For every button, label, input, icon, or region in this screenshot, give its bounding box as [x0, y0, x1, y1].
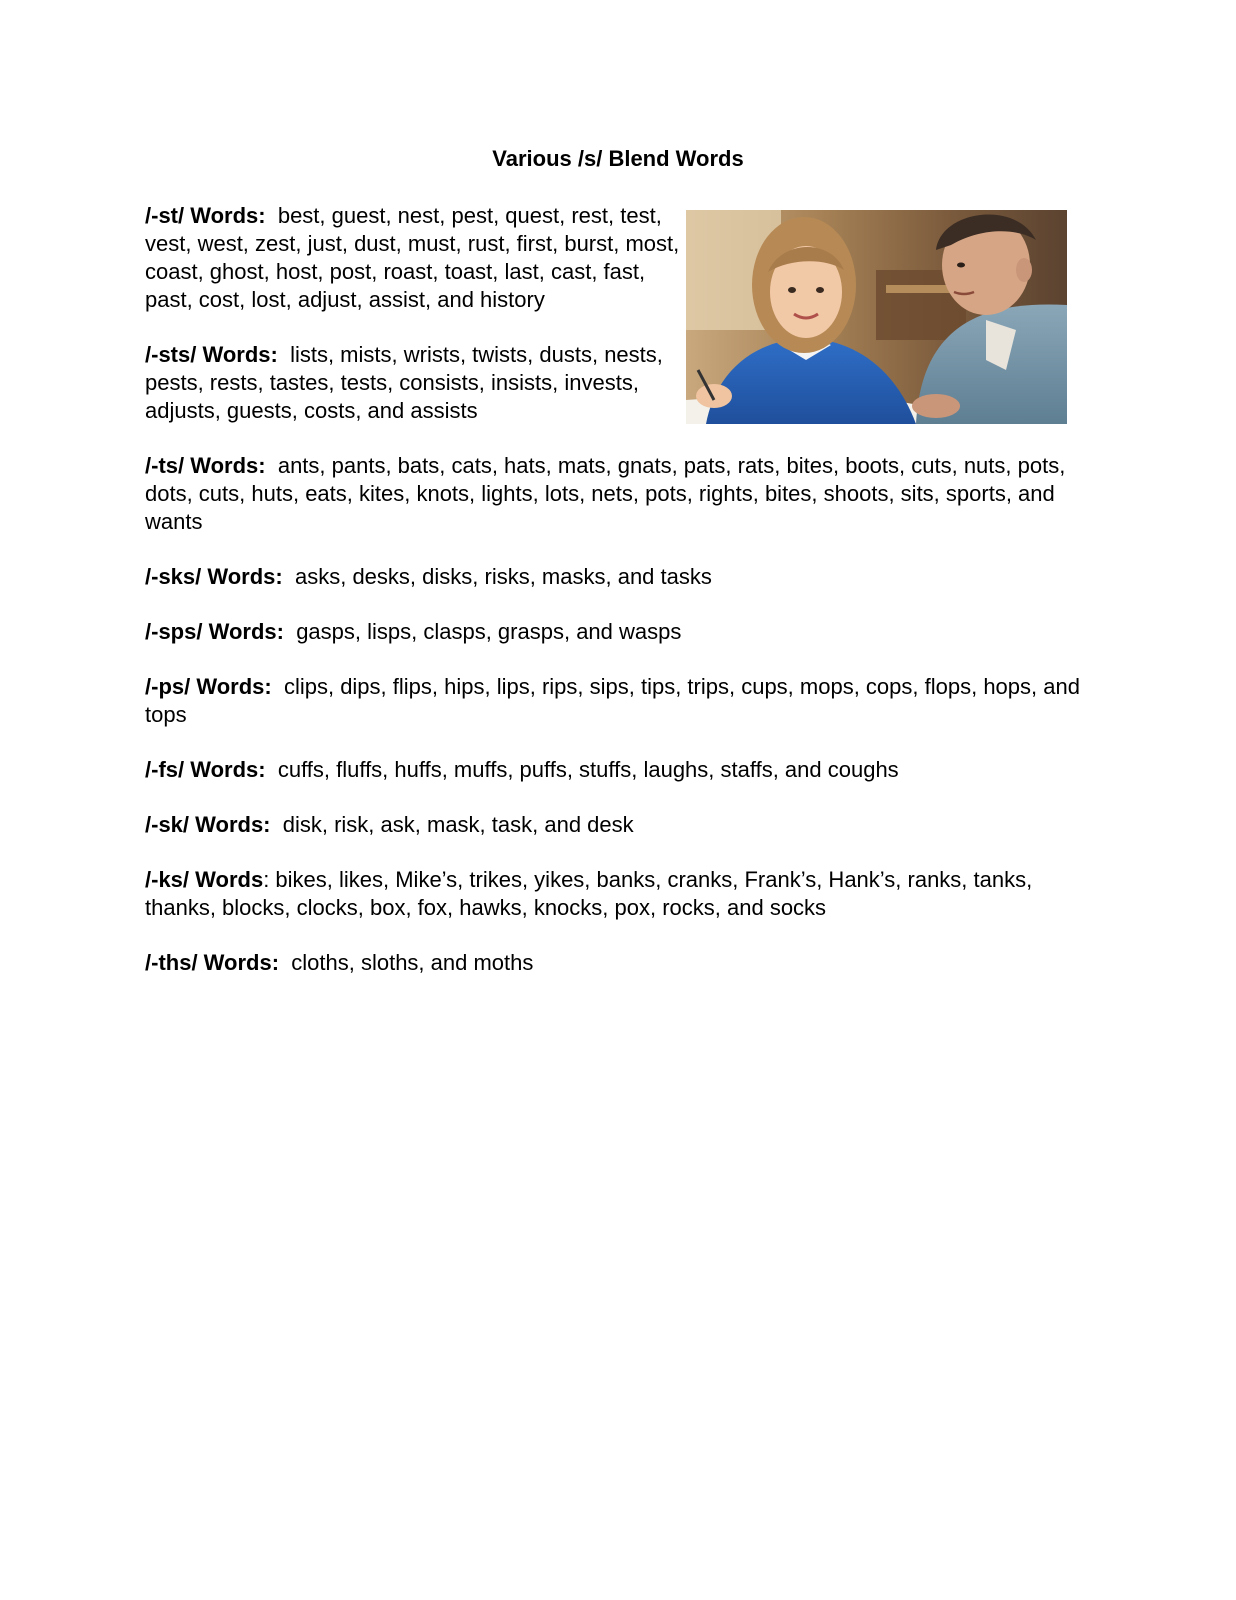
word-list: [145, 202, 1095, 1004]
section-ths-words: [145, 949, 1095, 977]
section-words: gasps, lisps, clasps, grasps, and wasps: [296, 619, 682, 644]
section-sps-words: [145, 618, 1095, 646]
section-words: lists, mists, wrists, twists, dusts, nests, pests, rests, tastes, tests, consists, insists, invests, adjusts, guests, costs, and assists: [145, 342, 663, 423]
section-label: /-ths/ Words:: [145, 950, 280, 975]
section-st-words: [145, 202, 690, 314]
section-label: /-sts/ Words:: [145, 342, 278, 367]
section-words: cuffs, fluffs, huffs, muffs, puffs, stuffs, laughs, staffs, and coughs: [277, 757, 899, 782]
section-label: /-st/ Words:: [145, 203, 266, 228]
section-ts-words: [145, 452, 1095, 536]
page-title: Various /s/ Blend Words: [492, 146, 744, 171]
section-label: /-sk/ Words:: [145, 812, 271, 837]
section-sk-words: [145, 811, 1095, 839]
section-sks-words: [145, 563, 1095, 591]
section-fs-words: [145, 756, 1095, 784]
section-ps-words: [145, 673, 1095, 729]
section-label: /-ks/ Words: [145, 867, 264, 892]
section-words: ants, pants, bats, cats, hats, mats, gnats, pats, rats, bites, boots, cuts, nuts, pots, dots, cuts, huts, eats, kites, knots, lights, lots, nets, pots, rights, bites, shoots, sits, sports, and wants: [145, 453, 1066, 534]
section-words: disk, risk, ask, mask, task, and desk: [282, 812, 634, 837]
section-label: /-fs/ Words:: [145, 757, 266, 782]
section-words: asks, desks, disks, risks, masks, and tasks: [294, 564, 712, 589]
section-words: clips, dips, flips, hips, lips, rips, sips, tips, trips, cups, mops, cops, flops, hops, and tops: [145, 674, 1080, 727]
section-label: /-ps/ Words:: [145, 674, 272, 699]
section-ks-words: [145, 866, 1095, 922]
section-label: /-sps/ Words:: [145, 619, 284, 644]
section-words: cloths, sloths, and moths: [291, 950, 534, 975]
section-words: best, guest, nest, pest, quest, rest, test, vest, west, zest, just, dust, must, rust, first, burst, most, coast, ghost, host, post, roast, toast, last, cast, fast, past, cost, lost, adjust, assist, and history: [145, 203, 680, 312]
section-label: /-ts/ Words:: [145, 453, 266, 478]
section-sts-words: [145, 341, 690, 425]
section-label: /-sks/ Words:: [145, 564, 283, 589]
section-words: : bikes, likes, Mike’s, trikes, yikes, banks, cranks, Frank’s, Hank’s, ranks, tanks, thanks, blocks, clocks, box, fox, hawks, knocks, pox, rocks, and socks: [145, 867, 1033, 920]
